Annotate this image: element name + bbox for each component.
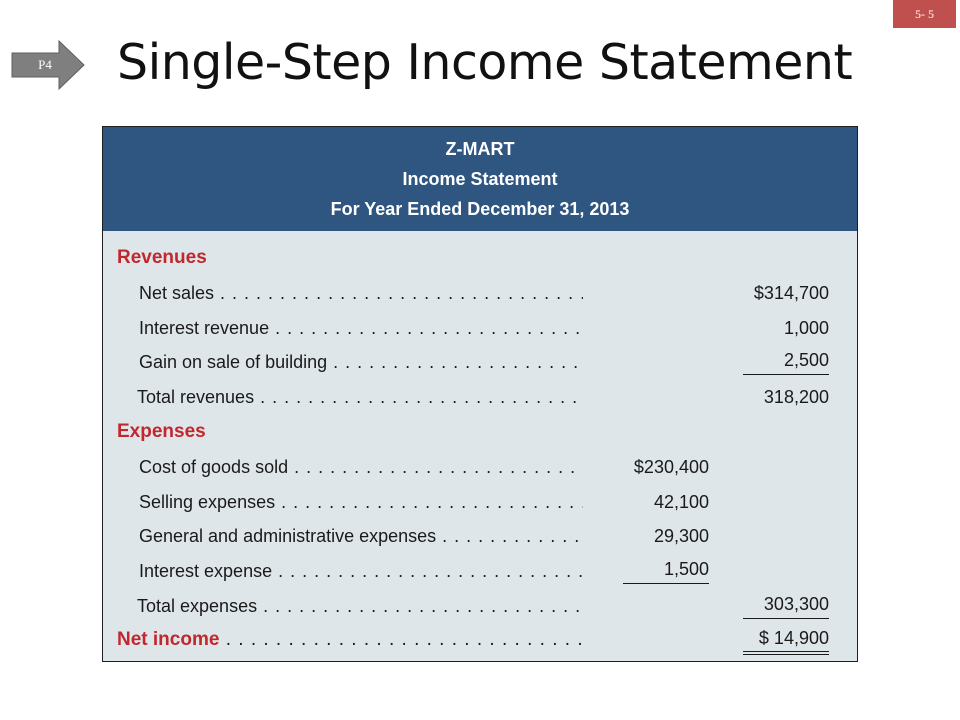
revenue-row (103, 347, 857, 377)
total-expenses-amount: 303,300 (743, 591, 829, 619)
revenue-row (103, 278, 857, 308)
slide-number: 5- 5 (893, 0, 956, 28)
total-expenses-label: Total expenses . . . (137, 591, 581, 621)
statement-name: Income Statement (402, 169, 558, 189)
expense-label: Cost of goods sold . . . (139, 452, 583, 482)
revenues-heading-row (103, 243, 857, 273)
total-expenses-row (103, 591, 857, 621)
expenses-heading-row (103, 417, 857, 447)
expense-row (103, 521, 857, 551)
revenue-label: Net sales . . . (139, 278, 583, 308)
expense-amount: 1,500 (623, 556, 709, 584)
revenue-label: Gain on sale of building . . . (139, 347, 583, 377)
revenue-amount: 2,500 (743, 347, 829, 375)
expense-label: Selling expenses . . . (139, 487, 583, 517)
company-name: Z-MART (445, 139, 515, 159)
badge-label: P4 (38, 57, 52, 72)
net-income-label: Net income . . . (117, 625, 583, 655)
total-revenues-amount: 318,200 (763, 387, 829, 407)
total-revenues-row (103, 382, 857, 412)
revenue-label: Interest revenue . . . (139, 313, 583, 343)
expense-label: Interest expense . . . (139, 556, 583, 586)
revenue-row (103, 313, 857, 343)
slide-title: Single-Step Income Statement (117, 34, 853, 91)
revenue-amount: 1,000 (783, 318, 829, 338)
expense-amount: 29,300 (653, 526, 709, 546)
net-income-amount: $ 14,900 (743, 625, 829, 655)
expense-row (103, 556, 857, 586)
statement-period: For Year Ended December 31, 2013 (330, 199, 630, 219)
expense-row (103, 487, 857, 517)
expense-label: General and administrative expenses . . . (139, 521, 583, 551)
total-revenues-label: Total revenues . . . (137, 382, 581, 412)
revenue-amount: $314,700 (753, 283, 829, 303)
expense-amount: $230,400 (633, 457, 709, 477)
expense-row (103, 452, 857, 482)
net-income-row (103, 625, 857, 655)
revenues-heading: Revenues (117, 247, 207, 268)
expense-amount: 42,100 (653, 492, 709, 512)
expenses-heading: Expenses (117, 421, 206, 442)
income-statement (102, 126, 858, 662)
statement-header (103, 127, 857, 231)
section-arrow-badge (11, 40, 85, 90)
